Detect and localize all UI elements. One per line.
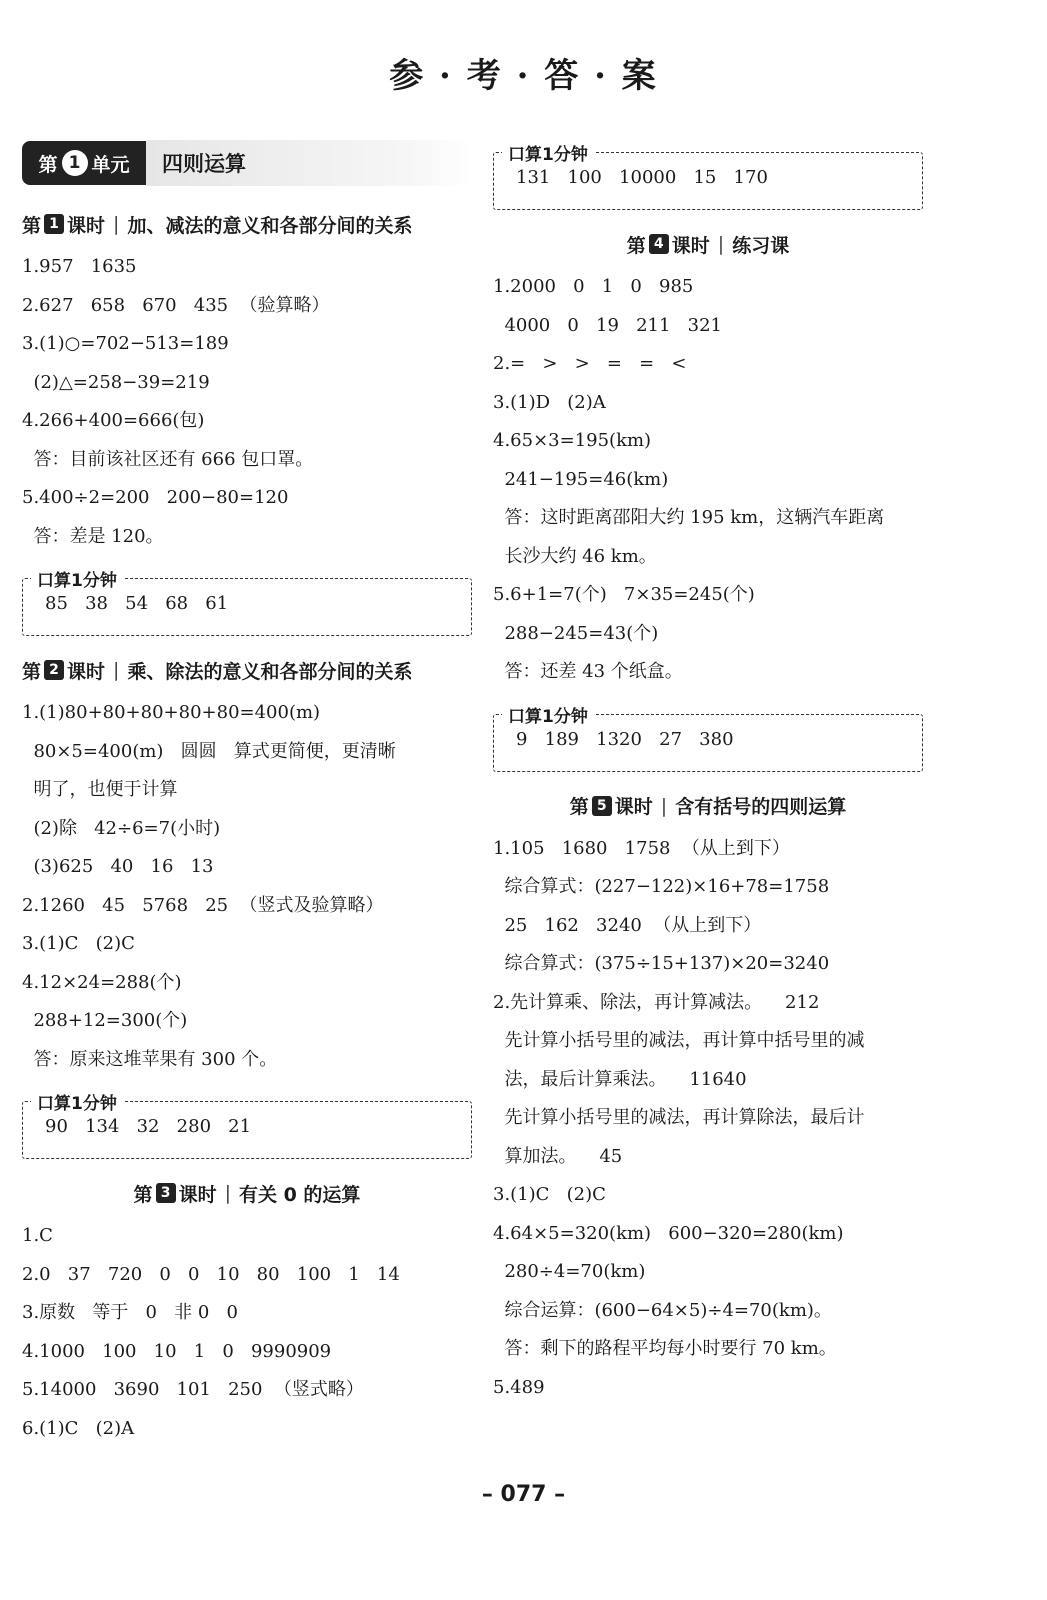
answer-line: 4000 0 19 211 321	[493, 314, 722, 336]
left-column	[22, 140, 472, 1448]
answer-line: 6.(1)C (2)A	[22, 1417, 135, 1439]
answer-line: 2.先计算乘、除法，再计算减法。 212	[493, 991, 820, 1013]
mental-math-box	[493, 706, 923, 772]
lesson-5-heading	[493, 786, 923, 826]
unit-number-icon: 1	[62, 150, 88, 176]
answer-line: 明了，也便于计算	[22, 779, 178, 800]
answer-line: 答：目前该社区还有 666 包口罩。	[22, 448, 314, 470]
lesson-number-icon: 5	[592, 796, 612, 816]
lesson-suffix: 课时	[67, 214, 106, 237]
answer-line: (2)△=258−39=219	[22, 371, 210, 393]
unit-title: 四则运算	[146, 140, 472, 186]
mental-math-values: 131 100 10000 15 170	[516, 167, 768, 188]
lesson-title: 加、减法的意义和各部分间的关系	[127, 214, 413, 237]
divider: |	[660, 794, 668, 817]
lesson-prefix: 第	[626, 234, 646, 257]
answer-line: 综合运算：(600−64×5)÷4=70(km)。	[493, 1299, 832, 1321]
answer-line: 280÷4=70(km)	[493, 1261, 646, 1282]
answer-line: 法，最后计算乘法。 11640	[493, 1068, 747, 1090]
answer-line: 答：原来这堆苹果有 300 个。	[22, 1048, 278, 1070]
lesson-4-heading	[493, 224, 923, 264]
answer-line: 4.12×24=288(个)	[22, 971, 182, 993]
lesson-3-answers	[22, 1217, 472, 1448]
answer-line: 1.2000 0 1 0 985	[493, 276, 694, 297]
answer-line: 3.(1)D (2)A	[493, 391, 606, 413]
answer-line: 2.= > > = = <	[493, 353, 687, 374]
divider: |	[113, 659, 120, 681]
answer-line: (3)625 40 16 13	[22, 856, 214, 877]
lesson-suffix: 课时	[178, 1183, 217, 1206]
answer-line: 288+12=300(个)	[22, 1010, 188, 1031]
answer-line: 80×5=400(m) 圆圆 算式更简便，更清晰	[22, 740, 396, 762]
answer-line: 1.957 1635	[22, 256, 137, 277]
lesson-prefix: 第	[133, 1183, 153, 1206]
mental-math-values: 90 134 32 280 21	[45, 1116, 252, 1137]
unit-prefix: 第	[38, 153, 58, 176]
lesson-suffix: 课时	[67, 660, 106, 683]
lesson-number-icon: 1	[44, 214, 64, 234]
answer-line: 综合算式：(375÷15+137)×20=3240	[493, 953, 830, 974]
answer-line: 2.627 658 670 435 （验算略）	[22, 294, 330, 316]
mental-math-box	[22, 571, 472, 636]
lesson-2-answers	[22, 694, 472, 1079]
lesson-4-answers	[493, 268, 923, 692]
lesson-prefix: 第	[569, 796, 589, 818]
answer-line: 综合算式：(227−122)×16+78=1758	[493, 876, 830, 897]
answer-line: 1.(1)80+80+80+80+80=400(m)	[22, 702, 321, 723]
answer-line: 答：这时距离邵阳大约 195 km，这辆汽车距离	[493, 507, 885, 528]
answer-line: 3.(1)○=702−513=189	[22, 333, 229, 354]
answer-line: 241−195=46(km)	[493, 468, 669, 490]
mental-math-label: 口算1分钟	[502, 702, 594, 727]
answer-line: 5.489	[493, 1376, 545, 1398]
answer-line: 3.原数 等于 0 非 0 0	[22, 1302, 238, 1323]
mental-math-values: 85 38 54 68 61	[45, 593, 229, 614]
lesson-2-heading	[22, 650, 472, 690]
answer-line: 4.64×5=320(km) 600−320=280(km)	[493, 1222, 844, 1244]
divider: |	[717, 233, 725, 255]
page-number: – 077 –	[481, 1482, 566, 1507]
lesson-title: 含有括号的四则运算	[675, 796, 847, 818]
mental-math-label: 口算1分钟	[502, 140, 594, 165]
answer-line: (2)除 42÷6=7(小时)	[22, 817, 221, 839]
answer-line: 长沙大约 46 km。	[493, 545, 657, 567]
answer-line: 答：还差 43 个纸盒。	[493, 661, 683, 682]
answer-line: 288−245=43(个)	[493, 622, 659, 644]
right-column	[493, 130, 923, 1407]
answer-line: 3.(1)C (2)C	[22, 933, 135, 954]
answer-line: 4.1000 100 10 1 0 9990909	[22, 1340, 332, 1362]
lesson-suffix: 课时	[671, 234, 710, 257]
answer-line: 5.14000 3690 101 250 （竖式略）	[22, 1379, 364, 1400]
lesson-number-icon: 3	[156, 1183, 176, 1203]
lesson-suffix: 课时	[614, 796, 653, 818]
answer-line: 4.266+400=666(包)	[22, 410, 205, 431]
answer-line: 先计算小括号里的减法，再计算除法，最后计	[493, 1107, 865, 1128]
answer-line: 先计算小括号里的减法，再计算中括号里的减	[493, 1030, 865, 1051]
answer-line: 算加法。 45	[493, 1145, 623, 1167]
lesson-1-answers	[22, 248, 472, 556]
lesson-prefix: 第	[22, 214, 42, 237]
lesson-5-answers	[493, 830, 923, 1408]
lesson-3-heading	[22, 1173, 472, 1213]
answer-line: 3.(1)C (2)C	[493, 1184, 606, 1205]
answer-line: 1.C	[22, 1225, 53, 1246]
answer-line: 2.0 37 720 0 0 10 80 100 1 14	[22, 1263, 400, 1285]
answer-line: 2.1260 45 5768 25 （竖式及验算略）	[22, 894, 384, 916]
lesson-prefix: 第	[22, 660, 42, 683]
mental-math-values: 9 189 1320 27 380	[516, 728, 734, 750]
mental-math-box	[493, 145, 923, 210]
mental-math-box	[22, 1094, 472, 1159]
answer-line: 4.65×3=195(km)	[493, 430, 652, 451]
answer-line: 答：剩下的路程平均每小时要行 70 km。	[493, 1338, 837, 1359]
lesson-1-heading	[22, 204, 472, 244]
lesson-number-icon: 4	[649, 234, 669, 254]
unit-suffix: 单元	[91, 153, 130, 176]
lesson-title: 有关 0 的运算	[238, 1183, 361, 1206]
divider: |	[224, 1182, 231, 1204]
unit-header	[22, 140, 472, 186]
divider: |	[113, 213, 120, 235]
lesson-title: 乘、除法的意义和各部分间的关系	[127, 660, 413, 683]
answer-line: 5.400÷2=200 200−80=120	[22, 487, 289, 508]
lesson-number-icon: 2	[44, 660, 64, 680]
answer-line: 答：差是 120。	[22, 525, 164, 547]
mental-math-label: 口算1分钟	[31, 566, 123, 591]
unit-badge	[22, 141, 146, 185]
answer-line: 25 162 3240 （从上到下）	[493, 914, 762, 936]
mental-math-label: 口算1分钟	[31, 1089, 123, 1114]
answer-line: 1.105 1680 1758 （从上到下）	[493, 837, 790, 859]
lesson-title: 练习课	[732, 234, 790, 257]
answer-line: 5.6+1=7(个) 7×35=245(个)	[493, 584, 755, 605]
page-title: 参 · 考 · 答 · 案	[389, 56, 658, 96]
